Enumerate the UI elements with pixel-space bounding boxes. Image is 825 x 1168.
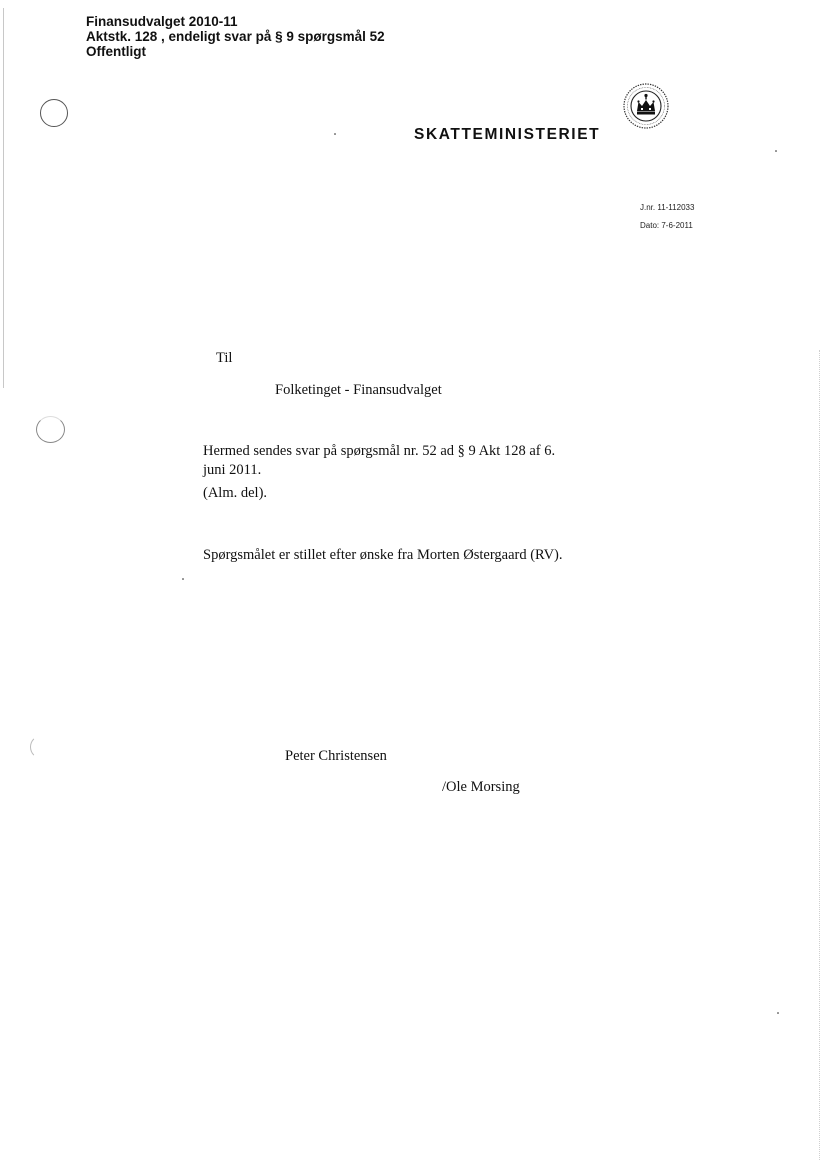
body-paragraph: (Alm. del). (203, 485, 268, 501)
scan-speck (777, 1012, 779, 1014)
scan-speck (334, 133, 336, 135)
punch-hole (30, 735, 54, 759)
ministry-wordmark: SKATTEMINISTERIET (414, 126, 601, 143)
punch-hole (40, 99, 68, 127)
scan-edge-right (819, 350, 821, 1160)
document-header (86, 14, 385, 59)
recipient: Folketinget - Finansudvalget (275, 382, 442, 398)
body-paragraph: Spørgsmålet er stillet efter ønske fra Morten Østergaard (RV). (203, 547, 563, 563)
header-status: Offentligt (86, 44, 146, 59)
scan-edge-left (3, 8, 4, 388)
crown-crest-icon (622, 82, 670, 130)
journal-number: J.nr. 11-112033 (640, 203, 695, 212)
signature-secondary: /Ole Morsing (442, 779, 520, 795)
header-committee: Finansudvalget 2010-11 (86, 14, 238, 29)
letter-date: Dato: 7-6-2011 (640, 221, 693, 230)
body-paragraph: Hermed sendes svar på spørgsmål nr. 52 ad § 9 Akt 128 af 6. juni 2011. (203, 443, 556, 478)
header-reference: Aktstk. 128 , endeligt svar på § 9 spørgsmål 52 (86, 29, 385, 44)
salutation: Til (216, 350, 233, 366)
punch-hole (36, 416, 65, 443)
signature-primary: Peter Christensen (285, 748, 387, 764)
scan-speck (182, 578, 184, 580)
scan-speck (775, 150, 777, 152)
